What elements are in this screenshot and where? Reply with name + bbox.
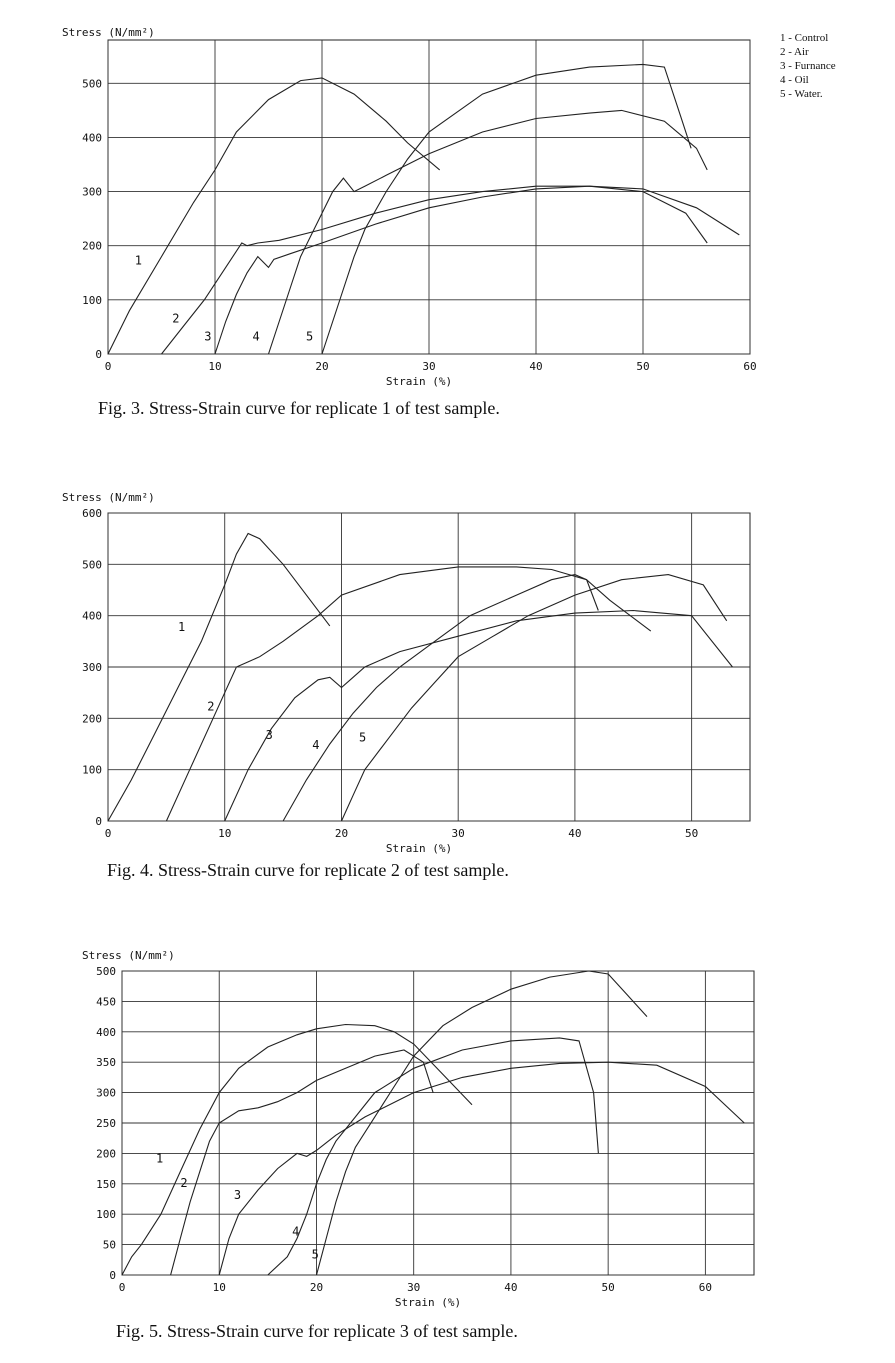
curve-5 <box>322 64 691 354</box>
legend-entry-furnance: 3 - Furnance <box>780 60 836 72</box>
y-tick-label: 100 <box>82 293 102 307</box>
y-tick-label: 100 <box>82 763 102 777</box>
y-tick-label: 200 <box>82 239 102 253</box>
y-tick-label: 100 <box>96 1208 116 1222</box>
y-tick-label: 400 <box>82 609 102 623</box>
curve-4 <box>268 1038 599 1275</box>
x-tick-label: 0 <box>118 1281 126 1294</box>
x-tick-label: 20 <box>315 360 329 373</box>
y-tick-label: 350 <box>96 1056 116 1070</box>
x-axis-label: Strain (%) <box>385 375 453 388</box>
x-tick-label: 30 <box>422 360 436 373</box>
y-tick-label: 0 <box>95 815 102 828</box>
y-axis-label: Stress (N/mm²) <box>62 26 155 39</box>
legend-entry-control: 1 - Control <box>780 32 829 44</box>
x-tick-label: 0 <box>104 360 112 373</box>
y-tick-label: 500 <box>82 77 102 91</box>
x-tick-label: 50 <box>601 1281 615 1294</box>
legend-entry-air: 2 - Air <box>780 46 809 58</box>
curve-label-1: 1 <box>178 620 186 635</box>
x-tick-label: 10 <box>218 827 232 840</box>
y-tick-label: 150 <box>96 1177 116 1191</box>
y-tick-label: 0 <box>95 348 102 361</box>
y-tick-label: 600 <box>82 507 102 520</box>
y-tick-label: 250 <box>96 1117 116 1130</box>
x-tick-label: 10 <box>208 360 222 373</box>
curve-2 <box>162 186 708 354</box>
figure-caption-4: Fig. 4. Stress-Strain curve for replicate 2 of test sample. <box>107 860 509 880</box>
y-tick-label: 0 <box>109 1269 116 1282</box>
x-tick-label: 40 <box>504 1281 518 1294</box>
figure-caption-3: Fig. 3. Stress-Strain curve for replicate 1 of test sample. <box>98 398 500 418</box>
y-axis-label: Stress (N/mm²) <box>82 949 175 962</box>
stress-strain-chart-replicate-1 <box>0 0 895 400</box>
stress-strain-chart-replicate-3 <box>0 940 895 1340</box>
legend-entry-water: 5 - Water. <box>780 88 823 100</box>
y-axis-label: Stress (N/mm²) <box>62 491 155 504</box>
x-tick-label: 60 <box>743 360 757 373</box>
x-tick-label: 60 <box>698 1281 713 1294</box>
curve-label-3: 3 <box>233 1188 242 1202</box>
legend-entry-oil: 4 - Oil <box>780 74 809 86</box>
curve-label-4: 4 <box>292 1224 300 1239</box>
curve-label-2: 2 <box>172 311 180 326</box>
y-tick-label: 400 <box>96 1025 116 1039</box>
curve-label-5: 5 <box>305 329 314 344</box>
x-tick-label: 30 <box>407 1281 421 1294</box>
curve-3 <box>215 186 739 354</box>
curve-label-2: 2 <box>180 1175 188 1190</box>
y-tick-label: 500 <box>96 965 116 978</box>
y-tick-label: 300 <box>96 1086 116 1100</box>
x-tick-label: 30 <box>451 827 465 840</box>
x-tick-label: 10 <box>212 1281 226 1294</box>
curve-label-3: 3 <box>204 329 212 344</box>
y-tick-label: 50 <box>102 1238 116 1252</box>
curve-2 <box>166 567 650 821</box>
curve-2 <box>171 1050 434 1275</box>
y-tick-label: 200 <box>96 1147 116 1161</box>
curve-label-4: 4 <box>312 738 320 753</box>
x-tick-label: 40 <box>529 360 543 373</box>
x-tick-label: 20 <box>309 1281 324 1294</box>
curve-label-1: 1 <box>134 253 142 268</box>
curve-label-3: 3 <box>265 727 273 742</box>
x-tick-label: 50 <box>636 360 650 373</box>
x-axis-label: Strain (%) <box>385 842 453 855</box>
curve-1 <box>108 78 440 354</box>
y-tick-label: 450 <box>96 995 116 1009</box>
curve-3 <box>219 1062 744 1275</box>
x-tick-label: 0 <box>104 827 112 840</box>
x-tick-label: 50 <box>685 827 699 840</box>
x-tick-label: 20 <box>334 827 349 840</box>
x-tick-label: 40 <box>568 827 582 840</box>
curve-label-1: 1 <box>156 1151 164 1166</box>
curve-1 <box>108 534 330 822</box>
curve-5 <box>342 575 727 821</box>
y-tick-label: 300 <box>82 185 102 199</box>
y-tick-label: 200 <box>82 712 102 726</box>
curve-label-5: 5 <box>358 730 367 745</box>
stress-strain-chart-replicate-2 <box>0 480 895 880</box>
curve-label-2: 2 <box>207 699 215 714</box>
curve-label-5: 5 <box>311 1247 319 1262</box>
x-axis-label: Strain (%) <box>394 1296 462 1309</box>
y-tick-label: 300 <box>82 661 102 674</box>
curve-4 <box>283 575 598 821</box>
figure-caption-5: Fig. 5. Stress-Strain curve for replicate 3 of test sample. <box>116 1321 518 1341</box>
y-tick-label: 400 <box>82 131 102 145</box>
y-tick-label: 500 <box>82 558 102 572</box>
curve-label-4: 4 <box>252 329 260 344</box>
